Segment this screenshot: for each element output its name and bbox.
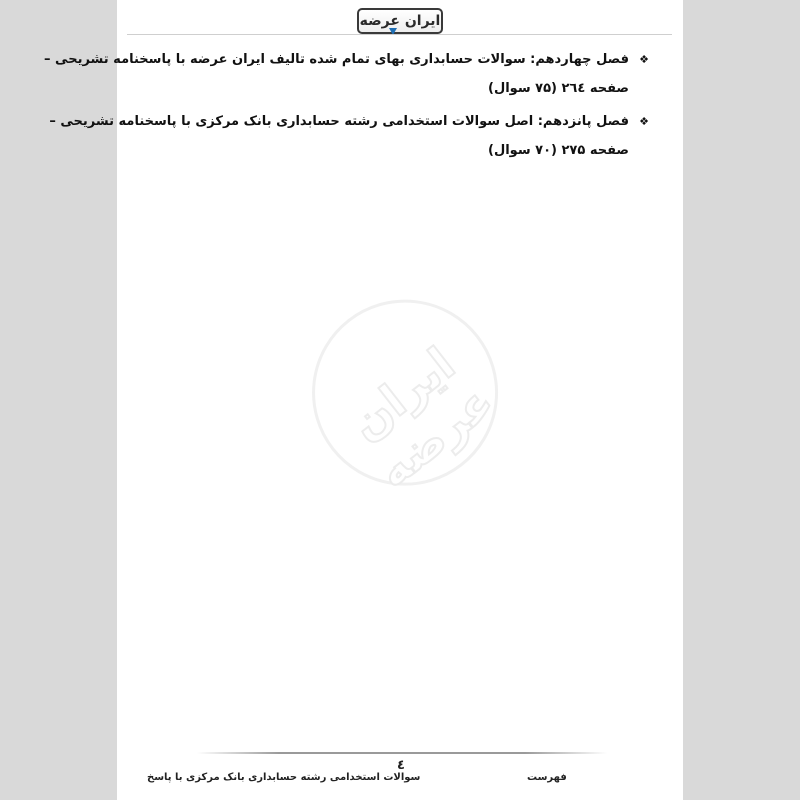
diamond-bullet-icon: ❖ bbox=[639, 115, 649, 128]
chapter-page-ref: صفحه ۲۷۵ (۷۰ سوال) bbox=[488, 143, 629, 158]
footer-divider bbox=[197, 752, 607, 754]
document-page bbox=[44, 0, 683, 800]
footer-book-title: سوالات استخدامی رشته حسابداری بانک مرکزی با پاسخ bbox=[147, 772, 421, 783]
contents-list bbox=[44, 45, 653, 169]
watermark-text: ایران عرضه bbox=[339, 336, 505, 499]
diamond-bullet-icon: ❖ bbox=[639, 53, 649, 66]
list-item bbox=[44, 45, 653, 103]
chapter-title: فصل پانزدهم: اصل سوالات استخدامی رشته حسابداری بانک مرکزی با پاسخنامه تشریحی – bbox=[49, 114, 629, 129]
logo-text: ایران عرضه bbox=[359, 13, 441, 29]
list-item bbox=[49, 107, 653, 165]
watermark bbox=[225, 218, 590, 583]
brand-logo bbox=[357, 8, 443, 34]
page-number: ٤ bbox=[397, 758, 405, 773]
footer-section-title: فهرست bbox=[527, 772, 567, 783]
chapter-title: فصل چهاردهم: سوالات حسابداری بهای تمام شده تالیف ایران عرضه با پاسخنامه تشریحی – bbox=[44, 52, 629, 67]
chapter-page-ref: صفحه ۲٦٤ (۷۵ سوال) bbox=[488, 81, 629, 96]
header-divider bbox=[127, 34, 672, 35]
